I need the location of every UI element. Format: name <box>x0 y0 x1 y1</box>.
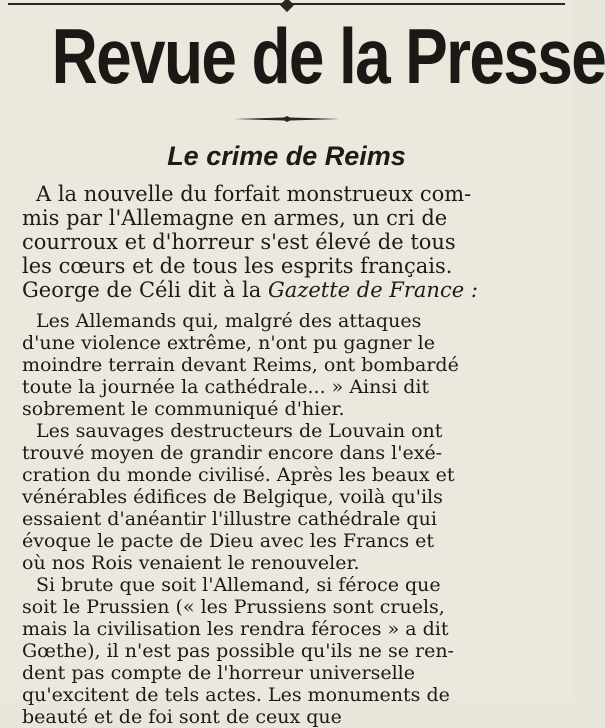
quote-line: d'une violence extrême, n'ont pu gagner le <box>22 332 435 354</box>
quote-line: Les Allemands qui, malgré des attaques <box>36 310 422 332</box>
quote-line: soit le Prussien (« les Prussiens sont cruels, <box>22 596 445 618</box>
lead-line: George de Céli dit à la <box>22 278 262 302</box>
quote-line: toute la journée la cathédrale... » Ainsi dit <box>22 376 430 398</box>
quote-line: beauté et de foi sont de ceux que <box>22 706 342 728</box>
top-ornament <box>280 0 294 12</box>
lead-source: Gazette de France : <box>267 278 478 302</box>
quote-line: dent pas compte de l'horreur universelle <box>22 662 415 684</box>
quote-line: Les sauvages destructeurs de Louvain ont <box>36 420 443 442</box>
lead-line: A la nouvelle du forfait monstrueux com- <box>36 182 472 206</box>
quote-line: essaient d'anéantir l'illustre cathédrale qui <box>22 508 437 530</box>
quote-line: moindre terrain devant Reims, ont bombardé <box>22 354 459 376</box>
quote-line: Si brute que soit l'Allemand, si féroce que <box>36 574 441 596</box>
quote-line: qu'excitent de tels actes. Les monuments de <box>22 684 450 706</box>
quote-line: évoque le pacte de Dieu avec les Francs et <box>22 530 435 552</box>
quote-line: mais la civilisation les rendra féroces » a dit <box>22 618 449 640</box>
lead-line: les cœurs et de tous les esprits français. <box>22 254 453 278</box>
lead-line: mis par l'Allemagne en armes, un cri de <box>22 206 448 230</box>
headline: Revue de la Presse <box>51 12 605 100</box>
lead-line: courroux et d'horreur s'est élevé de tous <box>22 230 456 254</box>
lead-line-last <box>22 278 554 302</box>
quote-line: cration du monde civilisé. Après les beaux et <box>22 464 455 486</box>
quote-line: vénérables édifices de Belgique, voilà qu'ils <box>22 486 443 508</box>
quote-line: où nos Rois venaient le renouveler. <box>22 552 360 574</box>
quote-line: trouvé moyen de grandir encore dans l'exé- <box>22 442 443 464</box>
article-subhead: Le crime de Reims <box>167 141 406 171</box>
decorative-divider <box>234 116 340 122</box>
quote-line: sobrement le communiqué d'hier. <box>22 398 345 420</box>
quote-line: Gœthe), il n'est pas possible qu'ils ne se ren- <box>22 640 454 662</box>
